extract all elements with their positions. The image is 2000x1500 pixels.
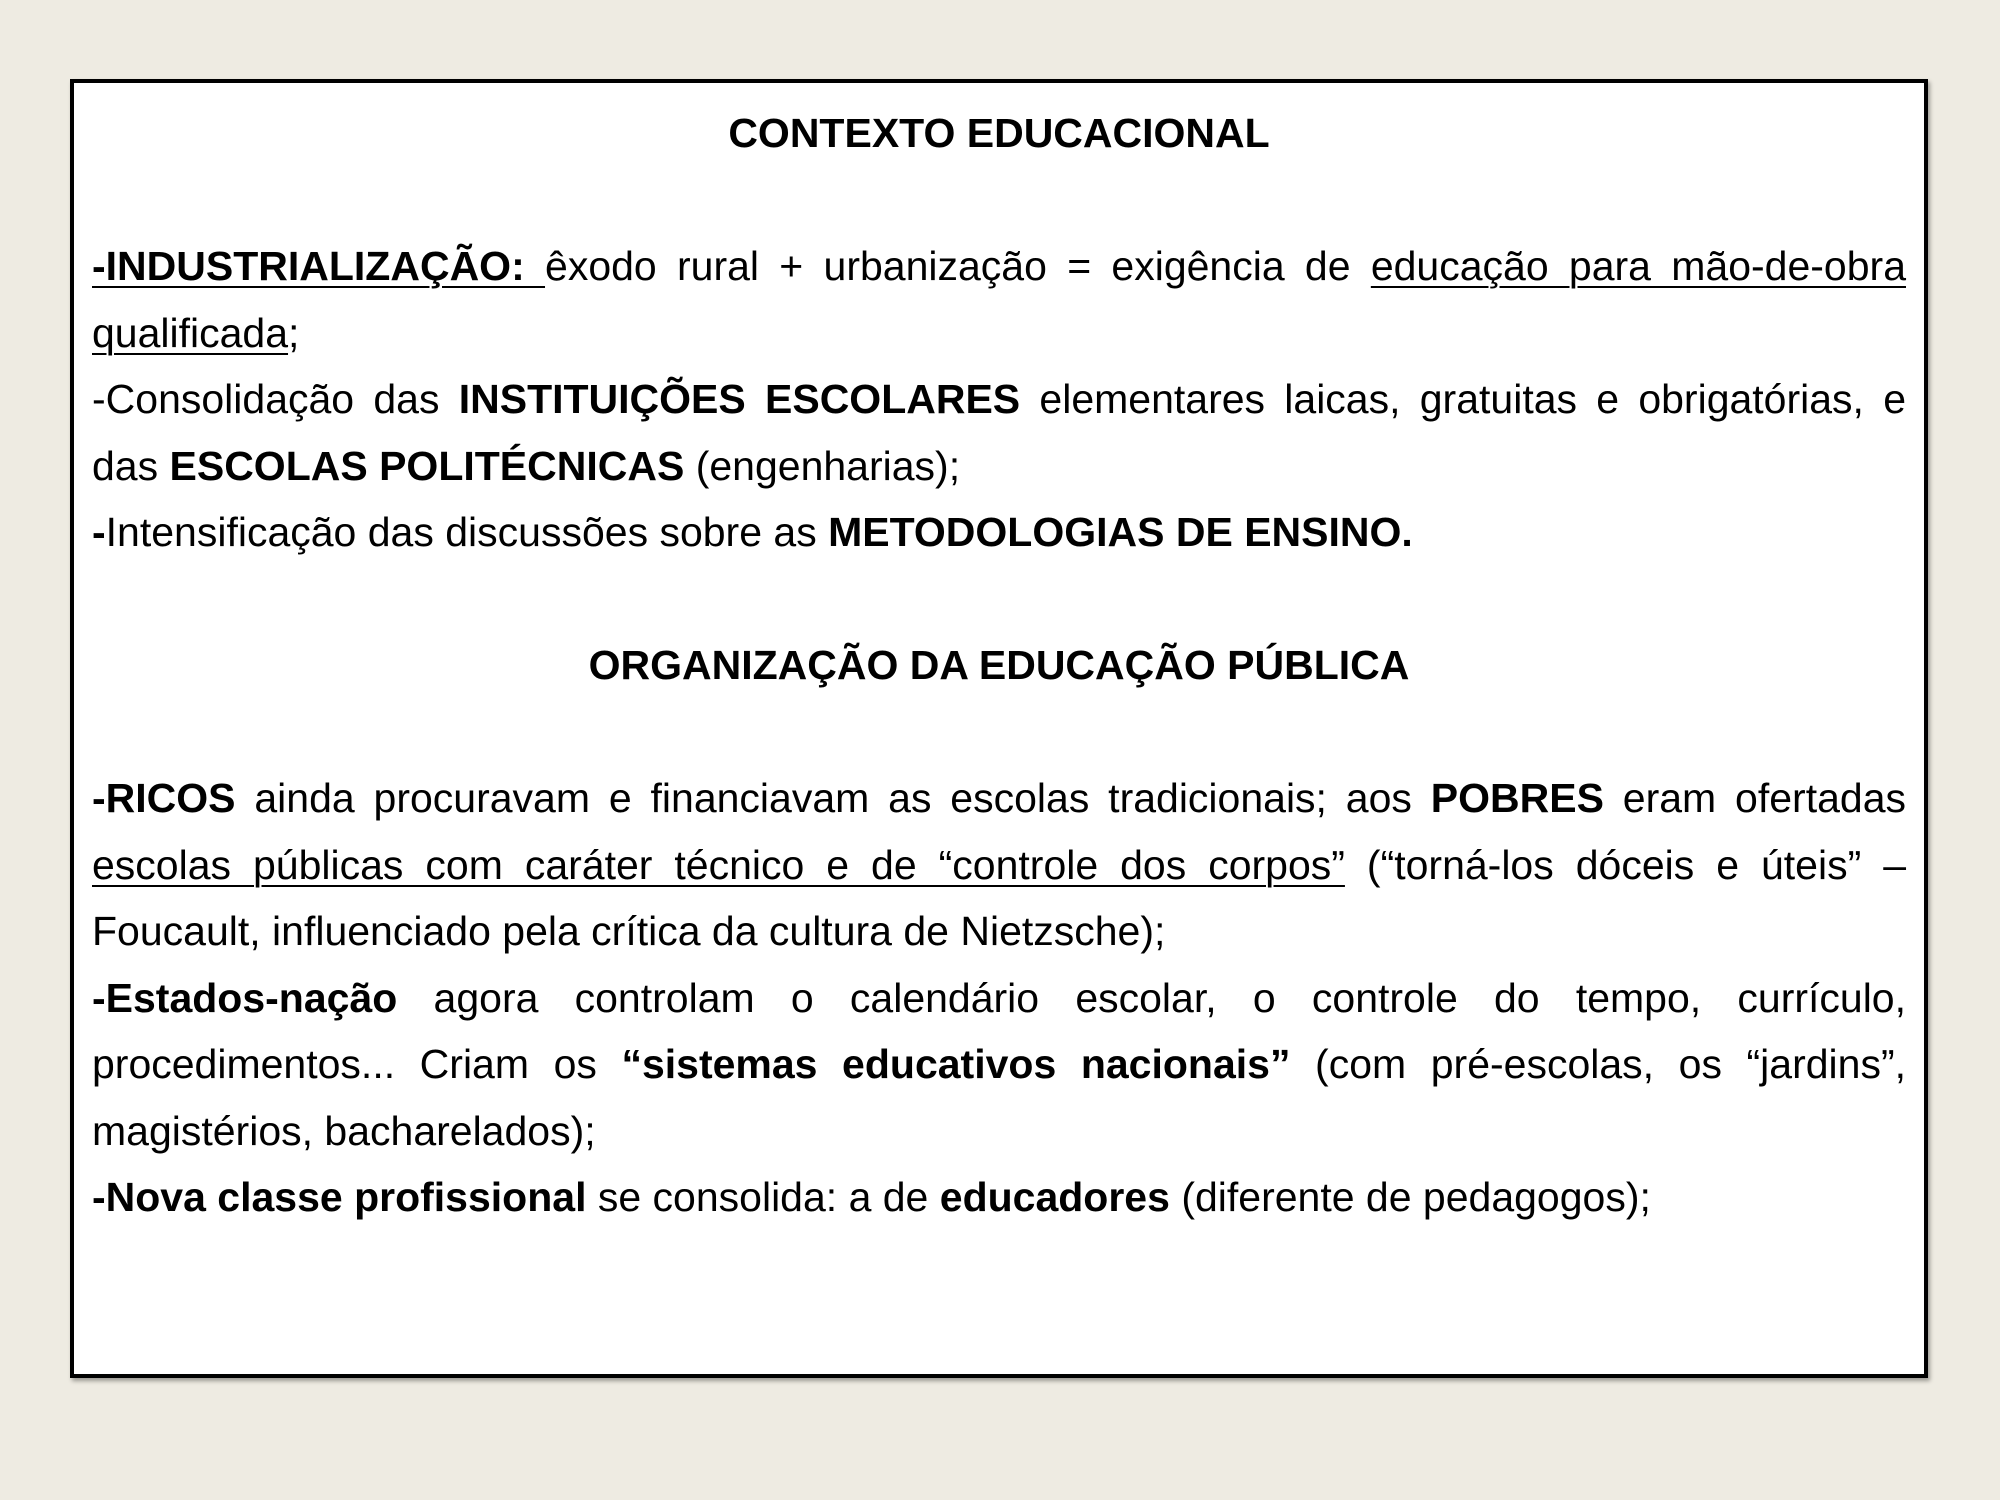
text-pedagogos: (diferente de pedagogos); — [1169, 1174, 1651, 1220]
text-engenharias: (engenharias); — [684, 442, 961, 489]
bold-metodologias: METODOLOGIAS DE ENSINO. — [828, 509, 1413, 555]
bold-nova-classe: -Nova classe profissional — [92, 1174, 587, 1220]
text-pre-escolas: (com pré-escolas, os “jardins”, magistérios, bacharelados); — [92, 1041, 1906, 1154]
paragraph-consolidacao — [92, 366, 1906, 499]
text-foucault: (“torná-los dóceis e úteis” – Foucault, influenciado pela crítica da cultura de Nietzsche); — [92, 841, 1907, 954]
blank-line — [92, 566, 1906, 633]
text-educacao-mao-de-obra: educação para mão-de-obra qualificada — [92, 243, 1906, 356]
paragraph-estados-nacao — [92, 965, 1906, 1165]
text-controlam: agora controlam o calendário escolar, o controle do tempo, currículo, procedimentos... Criam os — [92, 974, 1906, 1087]
text-ofertadas: eram ofertadas — [1603, 775, 1906, 821]
section-title-contexto: CONTEXTO EDUCACIONAL — [728, 110, 1270, 156]
paragraph-nova-classe — [92, 1164, 1906, 1231]
section-title-organizacao: ORGANIZAÇÃO DA EDUCAÇÃO PÚBLICA — [588, 642, 1410, 688]
text-end: ; — [288, 309, 300, 356]
bold-escolas-politecnicas: ESCOLAS POLITÉCNICAS — [169, 442, 685, 489]
bold-educadores: educadores — [939, 1174, 1170, 1220]
blank-line — [92, 699, 1906, 766]
label-industrializacao: -INDUSTRIALIZAÇÃO: — [92, 243, 546, 289]
text-elementares: elementares laicas, gratuitas e obrigatórias, e das — [92, 376, 1907, 489]
bold-pobres: POBRES — [1430, 775, 1604, 821]
paragraph-industrializacao — [92, 233, 1906, 366]
blank-line — [92, 167, 1906, 234]
bold-sistemas-educativos: “sistemas educativos nacionais” — [621, 1041, 1291, 1087]
bold-instituicoes: INSTITUIÇÕES ESCOLARES — [458, 376, 1021, 422]
text-intensificacao: Intensificação das discussões sobre as — [105, 509, 829, 555]
paragraph-intensificacao — [92, 499, 1906, 566]
text-escolas-publicas: escolas públicas com caráter técnico e de “controle dos corpos” — [92, 841, 1345, 888]
slide-frame — [70, 79, 1928, 1378]
bold-ricos: -RICOS — [92, 775, 236, 821]
text-consolidacao: -Consolidação das — [92, 376, 459, 422]
text-procuravam: ainda procuravam e financiavam as escolas tradicionais; aos — [235, 775, 1431, 821]
text-exodo: êxodo rural + urbanização = exigência de — [545, 243, 1371, 289]
bold-dash: - — [92, 509, 106, 555]
paragraph-ricos — [92, 765, 1906, 965]
bold-estados-nacao: -Estados-nação — [92, 974, 398, 1021]
text-consolida: se consolida: a de — [586, 1174, 940, 1220]
